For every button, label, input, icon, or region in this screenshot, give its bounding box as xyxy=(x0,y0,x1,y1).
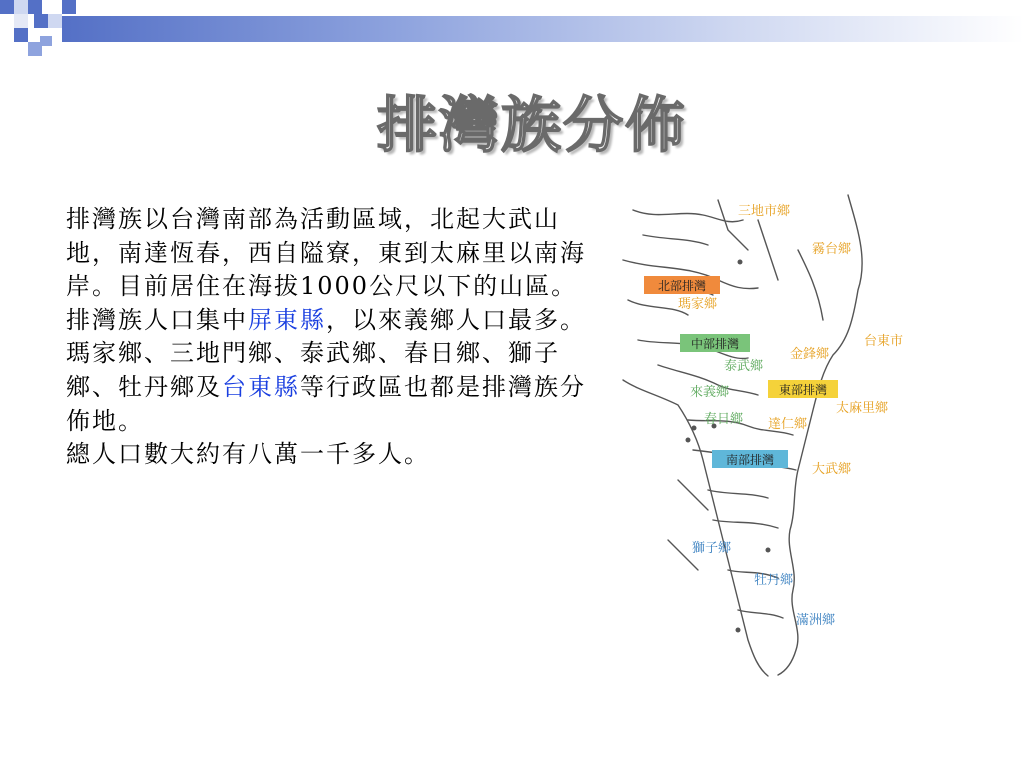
township-label: 牡丹鄉 xyxy=(754,573,794,588)
township-label: 泰武鄉 xyxy=(724,359,764,374)
group-label-east-text: 東部排灣 xyxy=(778,383,828,397)
paragraph-3: 總人口數大約有八萬一千多人。 xyxy=(66,440,430,469)
paragraph-2-text: ，以來義鄉人口最多。瑪家鄉、三地門鄉、泰武鄉、春日鄉、獅子鄉、牡丹鄉及 xyxy=(66,305,586,401)
map-lines xyxy=(623,195,862,676)
deco-square xyxy=(48,14,62,28)
township-label: 台東市 xyxy=(864,334,904,349)
group-label-south-text: 南部排灣 xyxy=(725,453,775,467)
paragraph-2-text: 等行政區也都是排灣族分佈地。 xyxy=(66,372,586,435)
township-label: 太麻里鄉 xyxy=(836,401,889,416)
deco-square xyxy=(0,0,14,14)
group-label-central xyxy=(680,334,750,352)
township-label: 霧台鄉 xyxy=(812,242,852,257)
deco-square xyxy=(14,14,28,28)
deco-square xyxy=(34,14,48,28)
township-label: 大武鄉 xyxy=(812,462,852,477)
group-label-central-text: 中部排灣 xyxy=(690,337,740,351)
header-gradient-bar xyxy=(62,16,1024,42)
township-label: 瑪家鄉 xyxy=(678,297,718,312)
paragraph-2 xyxy=(66,304,606,438)
body-text xyxy=(66,203,606,472)
pingtung-county-link: 屏東縣 xyxy=(248,305,326,334)
group-label-east xyxy=(768,380,838,398)
header-decoration xyxy=(0,0,1024,60)
slide-title: 排灣族分佈 xyxy=(377,91,687,161)
deco-square xyxy=(28,0,42,14)
paragraph-1: 排灣族以台灣南部為活動區域，北起大武山地，南達恆春，西自隘寮，東到太麻里以南海岸。目前居住在海拔1000公尺以下的山區。 xyxy=(66,205,586,301)
map-svg xyxy=(618,190,948,680)
deco-square xyxy=(14,28,28,42)
township-label: 來義鄉 xyxy=(690,385,730,400)
deco-square xyxy=(62,0,76,14)
group-label-north-text: 北部排灣 xyxy=(657,279,707,293)
deco-square xyxy=(14,0,28,14)
township-labels xyxy=(678,203,903,628)
township-label: 金鋒鄉 xyxy=(790,347,830,362)
township-label: 春日鄉 xyxy=(704,412,744,427)
township-label: 三地市鄉 xyxy=(738,204,791,219)
township-label: 獅子鄉 xyxy=(692,541,732,556)
group-label-north xyxy=(644,276,720,294)
paragraph-2-text: 排灣族人口集中 xyxy=(66,305,248,334)
taitung-county-link: 台東縣 xyxy=(222,372,300,401)
township-label: 滿洲鄉 xyxy=(796,613,836,628)
group-label-south xyxy=(712,450,788,468)
township-label: 達仁鄉 xyxy=(768,417,808,432)
distribution-map xyxy=(618,190,948,680)
deco-square xyxy=(28,42,42,56)
